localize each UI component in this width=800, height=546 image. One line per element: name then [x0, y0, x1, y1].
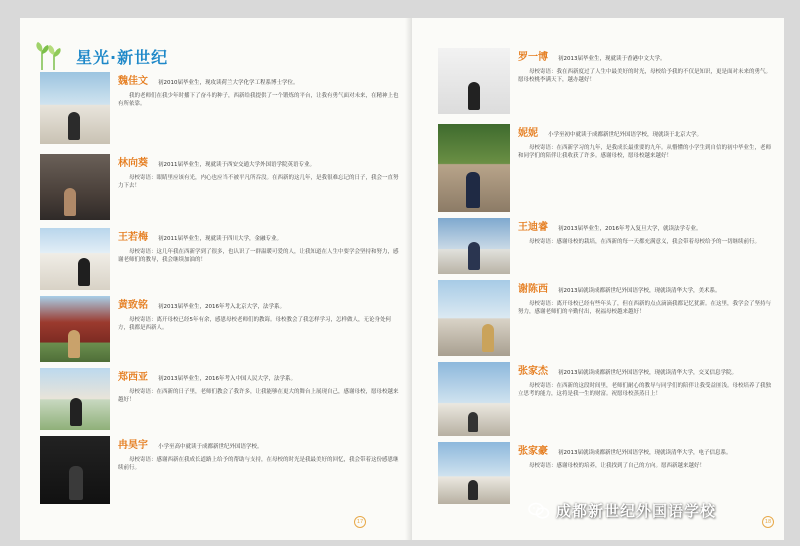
alumni-entry [438, 124, 772, 212]
section-title: 星光·新世纪 [76, 47, 169, 67]
alumni-message: 母校寄语：在西新的日子里，老师们教会了我许多，让我能够在更大的舞台上展现自己，感谢母校，愿母校越来越好！ [118, 388, 399, 404]
alumni-photo [438, 218, 510, 274]
alumni-message: 母校寄语：感谢西新在我成长道路上给予的帮助与支持，在母校的时光是我最美好的回忆，我会带着这份感恩继续前行。 [118, 456, 399, 472]
alumni-message: 母校寄语：我在西新度过了人生中最美好的时光，母校给予我的不仅是知识，更是面对未来的勇气。愿母校桃李满天下，越办越好！ [518, 68, 772, 84]
alumni-entry [438, 218, 772, 274]
alumni-photo [40, 72, 110, 144]
watermark [528, 500, 716, 521]
alumni-intro: 初2013届就读成都新世纪外国语学校，现就读清华大学，交叉信息学院。 [558, 370, 737, 376]
alumni-photo [438, 442, 510, 504]
alumni-name: 黄致铭 [118, 300, 148, 311]
right-page [412, 18, 784, 540]
alumni-text [518, 280, 772, 356]
alumni-name: 张家豪 [518, 446, 548, 457]
alumni-entry [40, 296, 400, 362]
alumni-text [518, 48, 772, 114]
alumni-intro: 小学至高中就读于成都新世纪外国语学校。 [158, 444, 263, 450]
watermark-text: 成都新世纪外国语学校 [556, 502, 717, 520]
alumni-message: 母校寄语：在西新学习的九年，是我成长最重要的九年。从懵懂的小学生到自信的初中毕业生，老师和同学们的陪伴让我收获了许多。感谢母校，愿母校越来越好！ [518, 144, 772, 160]
alumni-photo [40, 436, 110, 504]
page-number: 18 [762, 516, 774, 528]
page-number: 17 [354, 516, 366, 528]
alumni-text [518, 362, 772, 436]
alumni-photo [438, 362, 510, 436]
alumni-entry [438, 280, 772, 356]
wechat-icon [528, 502, 550, 520]
alumni-name: 郑西亚 [118, 372, 148, 383]
alumni-entry [40, 368, 400, 430]
alumni-photo [40, 368, 110, 430]
alumni-text [518, 124, 772, 212]
alumni-message: 母校寄语：离开母校已经有些年头了，但在西新的点点滴滴我都记忆犹新。在这里，我学会了坚持与努力，感谢老师们的辛勤付出，祝福母校越来越好！ [518, 300, 772, 316]
sprout-icon [34, 40, 70, 72]
alumni-intro: 初2013届毕业生，2016年考入中国人民大学，法学系。 [158, 376, 296, 382]
alumni-name: 冉昊宇 [118, 440, 148, 451]
alumni-message: 母校寄语：这几年我在西新学到了很多，也认识了一群温暖可爱的人，让我知道在人生中要学会坚持和努力，感谢老师们的教导，我会继续加油的！ [118, 248, 399, 264]
alumni-entry [40, 436, 400, 504]
alumni-name: 妮妮 [518, 128, 538, 139]
alumni-message: 母校寄语：感谢母校的培养，让我找到了自己的方向。愿西新越来越好！ [529, 462, 706, 469]
alumni-entry [438, 442, 772, 504]
alumni-text [118, 296, 400, 362]
alumni-intro: 初2011届毕业生，现就读于西安交通大学外国语学院英语专业。 [158, 162, 315, 168]
alumni-entry [40, 154, 400, 220]
alumni-text [118, 154, 400, 220]
alumni-intro: 小学至初中就读于成都新世纪外国语学校，现就读于北京大学。 [548, 132, 703, 138]
alumni-intro: 初2010届毕业生，现攻读荷兰大学化学工程系博士学位。 [158, 80, 299, 86]
alumni-message: 母校寄语：在西新的这段时间里，老师们耐心的教导与同学们的陪伴让我受益匪浅。母校培养了我独立思考的能力，这将是我一生的财富。祝愿母校蒸蒸日上！ [518, 382, 772, 398]
alumni-photo [438, 124, 510, 212]
alumni-photo [40, 228, 110, 290]
alumni-name: 谢陈西 [518, 284, 548, 295]
alumni-text [518, 442, 772, 504]
alumni-entry [40, 228, 400, 290]
section-header [34, 40, 168, 72]
alumni-intro: 初2013届毕业生，2016年考入北京大学，法学系。 [158, 304, 285, 310]
alumni-message: 我的老师们在我少年时播下了奋斗的种子，西新给我提供了一个锻炼的平台，让我有勇气面对未来，在精神上也有所依靠。 [118, 92, 399, 108]
alumni-photo [40, 154, 110, 220]
alumni-entry [40, 72, 400, 144]
alumni-photo [438, 280, 510, 356]
alumni-entry [438, 48, 772, 114]
alumni-intro: 初2013届就读成都新世纪外国语学校，现就读清华大学，美术系。 [558, 288, 721, 294]
alumni-name: 魏佳文 [118, 76, 148, 87]
alumni-intro: 初2013届毕业生，2016年考入复旦大学，就读法学专业。 [558, 226, 702, 232]
alumni-intro: 初2013届毕业生，现就读于香港中文大学。 [558, 56, 666, 62]
alumni-name: 王迪睿 [518, 222, 548, 233]
alumni-text [118, 72, 400, 144]
alumni-photo [40, 296, 110, 362]
alumni-name: 罗一博 [518, 52, 548, 63]
alumni-photo [438, 48, 510, 114]
alumni-text [518, 218, 772, 274]
alumni-name: 林向葵 [118, 158, 148, 169]
alumni-entry [438, 362, 772, 436]
alumni-text [118, 228, 400, 290]
alumni-name: 王若梅 [118, 232, 148, 243]
alumni-text [118, 368, 400, 430]
alumni-message: 母校寄语：眼睛里应该有光，内心也应当不被平凡所吞没。在西新的这几年，是我很难忘记的日子，我会一直努力下去！ [118, 174, 399, 190]
alumni-message: 母校寄语：感谢母校的栽培，在西新的每一天都充满意义，我会带着母校给予的一切继续前行。 [529, 238, 761, 245]
alumni-intro: 初2011届毕业生，现就读于四川大学，金融专业。 [158, 236, 282, 242]
left-page [20, 18, 412, 540]
alumni-message: 母校寄语：离开母校已经5年有余，感恩母校老师们的教诲。母校教会了我怎样学习，怎样做人，无论身处何方，我都是西新人。 [118, 316, 392, 332]
alumni-text [118, 436, 400, 504]
alumni-intro: 初2013届就读成都新世纪外国语学校，现就读清华大学，电子信息系。 [558, 450, 732, 456]
alumni-name: 张家杰 [518, 366, 548, 377]
